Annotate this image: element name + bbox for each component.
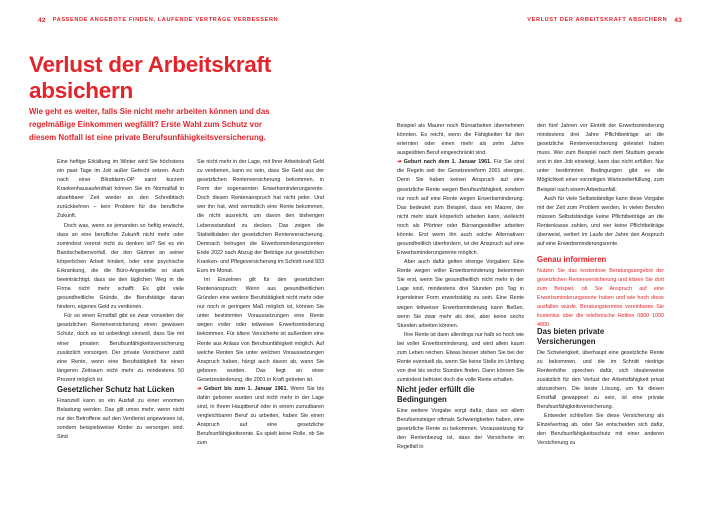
arrow-bullet-icon: ➔ xyxy=(397,159,402,166)
paragraph: den fünf Jahren vor Eintritt der Erwerbsminderung mindestens drei Jahre Pflichtbeiträge an die gesetzliche Rentenversicherung geleistet haben muss. Wer zum Beispiel nach dem Studium gerade erst in den Job einsteigt, kann das nicht erfüllen. Nur unter bestimmten Bedingungen gibt es die Möglichkeit einer vorzeitigen Wartezeiterfüllung, zum Beispiel nach einem Arbeitsunfall. xyxy=(537,123,664,193)
info-box-title: Genau informieren xyxy=(537,255,607,264)
running-head-left xyxy=(38,17,278,24)
paragraph: Im Einzelnen gilt für den gesetzlichen Rentenanspruch: Wenn aus gesundheitlichen Gründen eine weitere Berufstätigkeit nicht mehr oder nur noch in geringem Maß möglich ist, können Sie unter bestimmten Voraussetzungen eine Rente wegen voller oder teilweiser Erwerbsminderung bekommen. Für ältere Versicherte ist außerdem eine Rente aus Anlass von Berufsunfähigkeit möglich. Auf welche Renten Sie unter welchen Voraussetzungen Anspruch haben, hängt auch davon ab, wann Sie geboren wurden. Das liegt an einer Gesetzesänderung, die 2001 in Kraft getreten ist. xyxy=(197,277,324,383)
folio-right: 43 xyxy=(674,16,682,24)
arrow-bullet-icon: ➔ xyxy=(197,385,202,392)
paragraph: Entweder schließen Sie diese Versicherung als Einzelvertrag ab, oder Sie entscheiden sich dafür, den Berufsunfähigkeitsschutz mit einer anderen Versicherung zu xyxy=(537,413,664,447)
paragraph: Finanziell kann so ein Ausfall zu einer enormen Belastung werden. Das gilt umso mehr, wenn nicht nur der Betroffene auf den Verdienst angewiesen ist, sondern beispielsweise Kinder zu versorgen sind. Sind xyxy=(57,397,184,441)
running-head-right-text: VERLUST DER ARBEITSKRAFT ABSICHERN xyxy=(527,17,668,23)
text-column-4 xyxy=(537,122,664,249)
text-column-2 xyxy=(197,158,324,449)
folio-left: 42 xyxy=(38,16,46,24)
subheading-das-bieten-private: Das bieten private Versicherungen xyxy=(537,327,605,346)
running-head xyxy=(38,14,682,26)
bullet-item-geburt-nach-1961 xyxy=(397,158,524,258)
paragraph: Auch für viele Selbstständige kann diese Vorgabe mit der Zeit zum Problem werden. In vielen Berufen müssen Selbstständige keine Pflichtbeiträge an die Rentenkasse zahlen, und wer keine Pflichtbeiträge überweist, verliert im Laufe der Jahre den Anspruch auf eine Erwerbsminderungsrente. xyxy=(537,195,664,248)
paragraph: Aber auch dafür gelten strenge Vorgaben: Eine Rente wegen voller Erwerbsminderung bekommen Sie erst, wenn Sie gesundheitlich nicht mehr in der Lage sind, mindestens drei Stunden pro Tag in irgendeiner Form erwerbstätig zu sein. Eine Rente wegen teilweiser Erwerbsminderung kann fließen, wenn Sie zwar mehr als drei, aber keine sechs Stunden arbeiten können. xyxy=(397,259,524,329)
paragraph: Beispiel als Maurer noch Büroarbeiten übernehmen könnten. Es reicht, wenn die Fähigkeiten für den erlernten oder einen mehr als zehn Jahre ausgeübten Beruf eingeschränkt sind. xyxy=(397,123,524,157)
standfirst: Wie geht es weiter, falls Sie nicht mehr arbeiten können und das regelmäßige Einkommen wegfällt? Erste Wahl zum Schutz vor diesem Notfall ist eine private Berufsunfähigkeitsversicherung. xyxy=(29,107,270,142)
text-column-4-continued xyxy=(537,327,664,448)
info-box-text: Nutzen Sie das kostenlose Beratungsangebot der gesetzlichen Rentenversicherung und klären Sie dort zum Beispiel, ob Sie Anspruch auf eine Erwerbsminderungsrente haben und wie hoch diese ausfallen würde. Beratungstermine vereinbaren Sie kostenlos über die telefonische Hotline 0800 1000 4800. xyxy=(537,267,664,329)
running-head-right xyxy=(527,17,682,24)
bullet-text: Für Sie sind die Regeln seit der Gesetzesreform 2001 strenger. Denn Sie haben keinen Anspruch auf eine gesetzliche Rente wegen Berufsunfähigkeit, sondern nur noch auf eine Rente wegen Erwerbsminderung. Das bedeutet zum Beispiel, dass ein Maurer, der nicht mehr stark körperlich arbeiten kann, vielleicht noch als Pförtner oder Büroangestellter arbeiten könnte. Erst wenn ihn auch solche Alternativen gesundheitlich überfordern, ist der Anspruch auf eine Erwerbsminderungsrente möglich. xyxy=(397,159,524,257)
paragraph: Die Schwierigkeit, überhaupt eine gesetzliche Rente zu bekommen, und die im Schnitt niedrige Rentenhöhe sprechen dafür, sich idealerweise zusätzlich für den Verlust der Arbeitsfähigkeit privat abzusichern. Die beste Lösung, um für diesen Ernstfall gewappnet zu sein, ist eine private Berufsunfähigkeitsversicherung. xyxy=(537,349,664,411)
paragraph: Eine heftige Erkältung im Winter wird Sie höchstens ein paar Tage im Job außer Gefecht setzen. Auch nach einer Blinddarm-OP samt kurzem Krankenhausaufenthalt können Sie im Normalfall in absehbarer Zeit wieder an den Schreibtisch zurückkehren – kein Problem für die berufliche Zukunft. xyxy=(57,159,184,220)
bullet-lead: Geburt bis zum 1. Januar 1961. xyxy=(204,385,288,392)
paragraph: Sie nicht mehr in der Lage, mit Ihrer Arbeitskraft Geld zu verdienen, kann es sein, dass Sie Geld aus der gesetzlichen Rentenversicherung bekommen, in Form der sogenannten Erwerbsminderungsrente. Doch diesen Rentenanspruch hat nicht jeder. Und wer ihn hat, wird vermutlich eine Rente bekommen, die nicht ausreicht, um davon den bisherigen Lebensstandard zu decken. Das zeigen die Statistikdaten der gesetzlichen Rentenversicherung. Demnach betrugen die Erwerbsminderungsrenten Ende 2022 nach Abzug der Beiträge zur gesetzlichen Kranken- und Pflegeversicherung im Schnitt rund 933 Euro im Monat. xyxy=(197,159,324,274)
bullet-text: Wenn Sie bis dahin geboren wurden und nicht mehr in der Lage sind, in Ihrem Hauptberuf oder in einem zumutbaren vergleichbaren Beruf zu arbeiten, haben Sie einen Anspruch auf eine gesetzliche Berufsunfähigkeitsrente. Es spielt keine Rolle, ob Sie zum xyxy=(197,385,325,447)
page-title: Verlust der Arbeitskraft absichern xyxy=(29,52,272,104)
paragraph: Doch was, wenn es jemanden so heftig erwischt, dass an eine berufliche Zukunft nicht mehr oder zumindest vorerst nicht zu denken ist? Sei es ein Bandscheibenvorfall, der den Gärtner an seiner körperlichen Arbeit hindert, oder eine psychische Erkrankung, die die Büro-Angestellte so stark beeinträchtigt, dass sie den täglichen Weg in die Firma nicht mehr schafft: Es gibt viele gesundheitliche Gründe, die Berufstätige daran hindern, eigenes Geld zu verdienen. xyxy=(57,222,184,311)
paragraph: Eine weitere Vorgabe sorgt dafür, dass vor allem Berufseinsteiger oftmals Schwierigkeiten haben, eine gesetzliche Rente zu bekommen. Voraussetzung für den Rentenbezug ist, dass der Versicherte im Regelfall in xyxy=(397,407,524,451)
subheading-nicht-jeder-erfuellt: Nicht jeder erfüllt die Bedingungen xyxy=(397,385,475,405)
text-column-3 xyxy=(397,122,524,452)
running-head-left-text: PASSENDE ANGEBOTE FINDEN, LAUFENDE VERTRÄGE VERBESSERN xyxy=(52,17,279,23)
headline-block xyxy=(29,52,359,105)
paragraph: Für so einen Ernstfall gibt es zwar vonseiten der gesetzlichen Rentenversicherung einen gewissen Schutz, doch es ist unbedingt sinnvoll, dass Sie mit einer privaten Berufsunfähigkeitsversicherung zusätzlich vorsorgen. Der private Versicherer zahlt eine Rente, wenn eine Berufstätigkeit für einen längeren Zeitraum nicht mehr zu mindestens 50 Prozent möglich ist. xyxy=(57,313,184,383)
bullet-item-geburt-bis-1961 xyxy=(197,385,324,449)
text-column-1 xyxy=(57,158,184,442)
paragraph: Ihre Rente ist dann allerdings nur halb so hoch wie bei voller Erwerbsminderung, und wird allein kaum zum Leben reichen. Etwas besser stehen Sie bei der Rente eventuell da, wenn Sie keine Stelle im Umfang von drei bis sechs Stunden finden. Dann können Sie zumindest befristet doch die volle Rente erhalten. xyxy=(397,331,525,384)
subheading-gesetzlicher-schutz: Gesetzlicher Schutz hat Lücken xyxy=(57,384,175,394)
info-box-genau-informieren xyxy=(537,255,664,330)
bullet-lead: Geburt nach dem 1. Januar 1961. xyxy=(403,159,492,166)
